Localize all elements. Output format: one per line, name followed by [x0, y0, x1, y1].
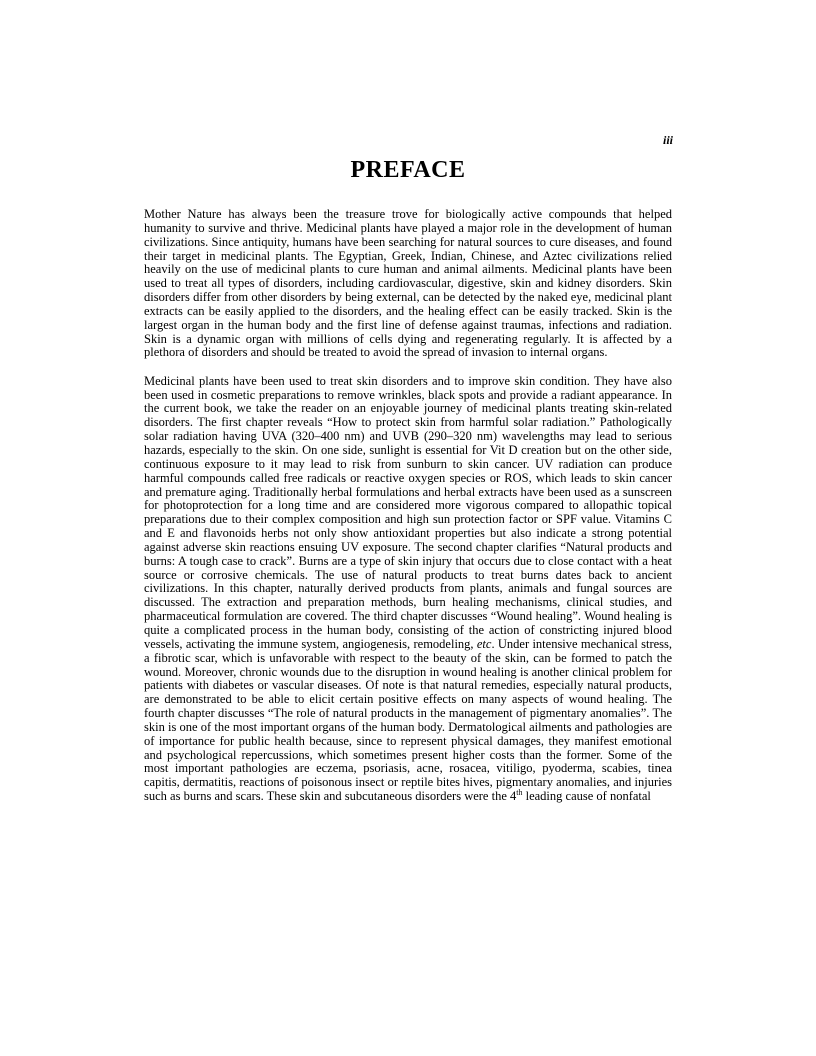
- paragraph-2-superscript: th: [516, 787, 523, 797]
- paragraph-2: [144, 375, 672, 804]
- paragraph-1: Mother Nature has always been the treasure trove for biologically active compounds that helped humanity to survive and thrive. Medicinal plants have played a major role in the development of human civilizations. Since antiquity, humans have been searching for natural sources to cure diseases, and found their target in medicinal plants. The Egyptian, Greek, Indian, Chinese, and Aztec civilizations relied heavily on the use of medicinal plants to cure human and animal ailments. Medicinal plants have been used to treat all types of disorders, including cardiovascular, digestive, skin and kidney disorders. Skin disorders differ from other disorders by being external, can be detected by the naked eye, medicinal plant extracts can be easily applied to the disorders, and the healing effect can be easily tracked. Skin is the largest organ in the human body and the first line of defense against traumas, infections and radiation. Skin is a dynamic organ with millions of cells dying and regenerating regularly. It is affected by a plethora of disorders and should be treated to avoid the spread of invasion to internal organs.: [144, 207, 672, 360]
- paragraph-2-part-a: Medicinal plants have been used to treat skin disorders and to improve skin condition. They have also been used in cosmetic preparations to remove wrinkles, black spots and provide a radiant appearance. In the current book, we take the reader on an enjoyable journey of medicinal plants treating skin-related disorders. The first chapter reveals “How to protect skin from harmful solar radiation.” Pathologically solar radiation having UVA (320–400 nm) and UVB (290–320 nm) wavelengths may lead to serious hazards, especially to the skin. On one side, sunlight is essential for Vit D creation but on the other side, continuous exposure to it may lead to risk from sunburn to skin cancer. UV radiation can produce harmful compounds called free radicals or reactive oxygen species or ROS, which leads to skin cancer and premature aging. Traditionally herbal formulations and herbal extracts have been used as a sunscreen for photoprotection for a long time and are considered more vigorous compared to allopathic topical preparations due to their complex composition and high sun protection factor or SPF value. Vitamins C and E and flavonoids herbs not only show antioxidant properties but also indicate a strong potential against adverse skin reactions ensuing UV exposure. The second chapter clarifies “Natural products and burns: A tough case to crack”. Burns are a type of skin injury that occurs due to close contact with a heat source or corrosive chemicals. The use of natural products to treat burns dates back to ancient civilizations. In this chapter, naturally derived products from plants, animals and fungal sources are discussed. The extraction and preparation methods, burn healing mechanisms, clinical studies, and pharmaceutical formulation are covered. The third chapter discusses “Wound healing”. Wound healing is quite a complicated process in the human body, consisting of the action of constricting injured blood vessels, activating the immune system, angiogenesis, remodeling,: [144, 373, 672, 651]
- page-title: PREFACE: [350, 157, 466, 183]
- paragraph-2-etc: etc: [476, 636, 492, 651]
- body-text: [144, 208, 672, 818]
- page-number: iii: [662, 133, 673, 147]
- paragraph-2-part-c: leading cause of nonfatal: [522, 789, 651, 804]
- paragraph-2-part-b: . Under intensive mechanical stress, a fibrotic scar, which is unfavorable with respect to the beauty of the skin, can be formed to patch the wound. Moreover, chronic wounds due to the disruption in wound healing is another clinical problem for patients with diabetes or vascular diseases. Of note is that natural remedies, especially natural products, are demonstrated to be able to elicit certain positive effects on many aspects of wound healing. The fourth chapter discusses “The role of natural products in the management of pigmentary anomalies”. The skin is one of the most important organs of the human body. Dermatological ailments and pathologies are of importance for public health because, since to represent physical damages, they manifest emotional and psychological repercussions, which sometimes present higher costs than the former. Some of the most important pathologies are eczema, psoriasis, acne, rosacea, vitiligo, pyoderma, scabies, tinea capitis, dermatitis, reactions of poisonous insect or reptile bites hives, pigmentary anomalies, and injuries such as burns and scars. These skin and subcutaneous disorders were the 4: [144, 636, 673, 804]
